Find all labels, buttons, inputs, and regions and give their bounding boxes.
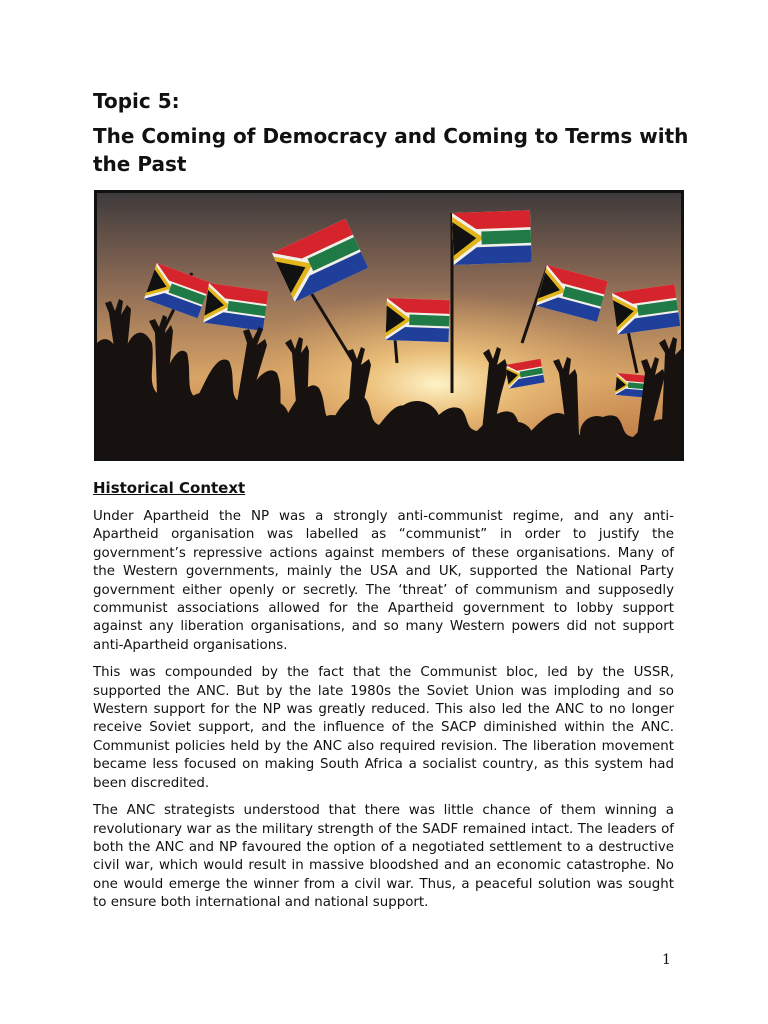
page-title: The Coming of Democracy and Coming to Terms with the Past [93, 124, 689, 176]
paragraph-1: Under Apartheid the NP was a strongly anti-communist regime, and any anti-Apartheid organisation was labelled as “communist” in order to justify the government’s repressive actions against members of these organisations. Many of the Western governments, mainly the USA and UK, supported the National Party government either openly or secretly. The ‘threat’ of communism and supposedly communist associations allowed for the Apartheid government to lobby support against any liberation organisations, and so many Western powers did not support anti-Apartheid organisations. [93, 509, 674, 653]
paragraph-2: This was compounded by the fact that the Communist bloc, led by the USSR, supported the ANC. But by the late 1980s the Soviet Union was imploding and so Western support for the NP was greatly reduced. This also led the ANC to no longer receive Soviet support, and the influence of the SACP diminished within the ANC. Communist policies held by the ANC also required revision. The liberation movement became less focused on making South Africa a socialist country, as this system had been discredited. [93, 665, 674, 791]
section-heading: Historical Context [93, 479, 246, 497]
flags-crowd-illustration [97, 193, 681, 458]
page-number: 1 [662, 952, 671, 968]
body-text [93, 508, 674, 922]
topic-label: Topic 5: [93, 89, 180, 113]
hero-image [94, 190, 684, 461]
paragraph-3: The ANC strategists understood that there was little chance of them winning a revolutionary war as the military strength of the SADF remained intact. The leaders of both the ANC and NP favoured the option of a negotiated settlement to a destructive civil war, which would result in massive bloodshed and an economic catastrophe. No one would emerge the winner from a civil war. Thus, a peaceful solution was sought to ensure both international and national support. [93, 803, 674, 911]
